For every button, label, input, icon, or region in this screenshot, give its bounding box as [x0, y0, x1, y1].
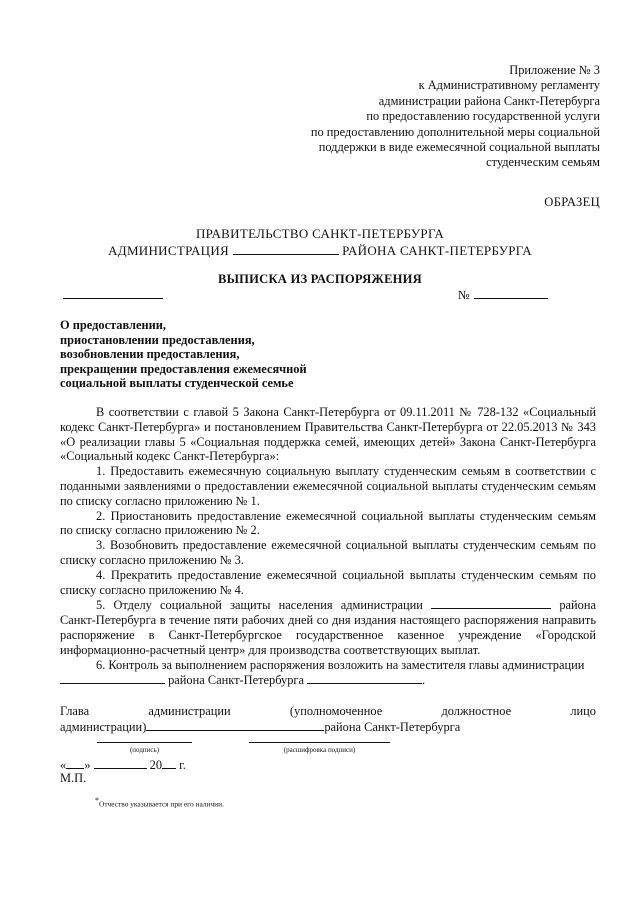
- administration-prefix: АДМИНИСТРАЦИЯ: [108, 243, 229, 258]
- appendix-line: к Административному регламенту: [418, 78, 600, 93]
- subject-line: возобновлении предоставления,: [60, 347, 240, 362]
- footnote: [95, 796, 224, 808]
- item-1-paragraph: 1. Предоставить ежемесячную социальную выплату студенческим семьям в соответствии с поданными заявлениями о предоставлении ежемесячной социальной выплаты студенческим семьям по списку согласно приложению № 1.: [60, 464, 596, 508]
- preamble-paragraph: В соответствии с главой 5 Закона Санкт-Петербурга от 09.11.2011 № 728-132 «Социальный кодекс Санкт-Петербурга» и постановлением Правительства Санкт-Петербурга от 22.05.2013 № 343 «О реализации главы 5 «Социальная поддержка семей, имеющих детей» Закона Санкт-Петербурга «Социальный кодекс Санкт-Петербурга»:: [60, 405, 596, 464]
- signatory-district-blank: [146, 719, 324, 731]
- appendix-line: Приложение № 3: [509, 63, 600, 77]
- subject-block: [60, 318, 307, 391]
- signature-line: [97, 742, 192, 743]
- signature-decoding-line: [249, 742, 390, 743]
- decoding-caption: (расшифровка подписи): [283, 746, 356, 754]
- signatory-row2-start: администрации): [60, 720, 147, 734]
- subject-line: О предоставлении,: [60, 318, 166, 332]
- sample-label: ОБРАЗЕЦ: [544, 195, 600, 209]
- government-heading: ПРАВИТЕЛЬСТВО САНКТ-ПЕТЕРБУРГА: [195, 226, 445, 241]
- month-blank: [94, 757, 147, 769]
- signatory-word: Глава: [60, 704, 90, 718]
- signatory-word: (уполномоченное: [289, 704, 383, 718]
- signature-caption: (подпись): [129, 746, 160, 754]
- deputy-name-blank: [307, 672, 422, 684]
- subject-line: социальной выплаты студенческой семье: [60, 376, 294, 391]
- appendix-line: администрации района Санкт-Петербурга: [378, 93, 600, 108]
- date-open-quote: «: [60, 758, 67, 772]
- item-5-end: района Санкт-Петербурга в течение пяти рабочих дней со дня издания настоящего распоряжения направить распоряжение в Санкт-Петербургское государственное казенное учреждение «Городской информационно-расчетный центр» для производства соответствующих выплат.: [60, 598, 596, 657]
- order-number: [458, 287, 548, 303]
- administration-heading: [0, 243, 640, 259]
- administration-suffix: РАЙОНА САНКТ-ПЕТЕРБУРГА: [342, 243, 532, 258]
- signatory-title-row: [60, 704, 596, 719]
- date-close-quote: »: [84, 758, 91, 772]
- footnote-marker: *: [95, 796, 99, 805]
- signatory-row2-end: района Санкт-Петербурга: [324, 720, 461, 734]
- order-body: [60, 405, 596, 688]
- district-blank: [233, 243, 339, 255]
- number-label: №: [458, 288, 470, 302]
- item-3-paragraph: 3. Возобновить предоставление ежемесячной социальной выплаты студенческим семьям по списку согласно приложению № 3.: [60, 538, 596, 567]
- footnote-text: Отчество указывается при его наличии.: [99, 799, 224, 809]
- signatory-word: лицо: [570, 704, 596, 718]
- department-blank: [431, 597, 551, 609]
- subject-line: прекращении предоставления ежемесячной: [60, 361, 307, 376]
- item-2-paragraph: 2. Приостановить предоставление ежемесячной социальной выплаты студенческим семьям по списку согласно приложению № 2.: [60, 508, 596, 538]
- signatory-word: должностное: [441, 704, 512, 718]
- stamp-label: М.П.: [60, 771, 87, 785]
- item-5-start: 5. Отделу социальной защиты населения администрации: [96, 598, 423, 613]
- year-blank: [162, 757, 176, 769]
- year-prefix: 20: [149, 758, 163, 772]
- item-5-paragraph: [60, 597, 596, 657]
- appendix-line: поддержки в виде ежемесячной социальной выплаты: [318, 140, 600, 155]
- appendix-line: по предоставлению дополнительной меры социальной: [310, 124, 600, 139]
- item-6-mid: района Санкт-Петербурга: [168, 673, 305, 688]
- item-4-paragraph: 4. Прекратить предоставление ежемесячной социальной выплаты студенческим семьям по списку согласно приложению № 4.: [60, 567, 596, 597]
- signatory-word: администрации: [148, 704, 231, 718]
- signatory-district-row: [60, 719, 460, 735]
- appendix-line: студенческим семьям: [486, 155, 600, 170]
- order-date-blank: [63, 286, 163, 299]
- order-number-blank: [474, 287, 548, 299]
- item-6-paragraph: [60, 658, 596, 689]
- appendix-block: [311, 63, 600, 171]
- deputy-district-blank: [60, 672, 165, 684]
- year-suffix: г.: [179, 758, 186, 772]
- subject-line: приостановлении предоставления,: [60, 332, 255, 347]
- item-6-end: .: [422, 673, 426, 688]
- day-blank: [66, 757, 84, 769]
- appendix-line: по предоставлению государственной услуги: [366, 109, 600, 124]
- item-6-start: 6. Контроль за выполнением распоряжения возложить на заместителя главы администрации: [96, 657, 585, 672]
- document-title: ВЫПИСКА ИЗ РАСПОРЯЖЕНИЯ: [218, 272, 422, 286]
